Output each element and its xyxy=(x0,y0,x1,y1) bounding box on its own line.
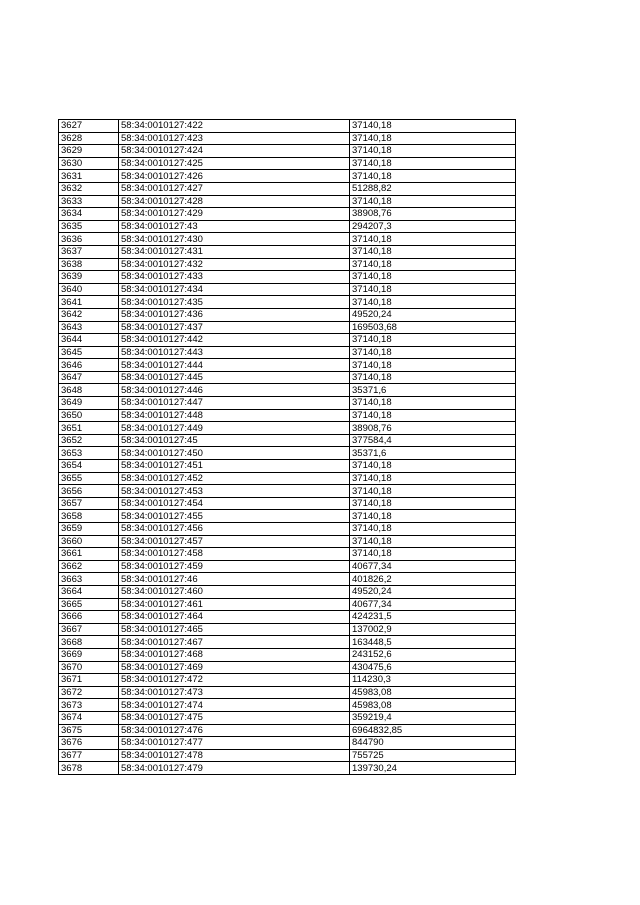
table-row xyxy=(59,434,516,447)
row-number-cell: 3668 xyxy=(59,636,119,649)
row-number-cell: 3671 xyxy=(59,674,119,687)
table-row xyxy=(59,648,516,661)
table-row xyxy=(59,560,516,573)
cadastral-number-cell: 58:34:0010127:452 xyxy=(119,472,350,485)
value-cell: 45983,08 xyxy=(350,699,516,712)
table-body xyxy=(59,120,516,775)
cadastral-number-cell: 58:34:0010127:451 xyxy=(119,460,350,473)
value-cell: 45983,08 xyxy=(350,686,516,699)
cadastral-number-cell: 58:34:0010127:468 xyxy=(119,648,350,661)
table-row xyxy=(59,409,516,422)
table-row xyxy=(59,548,516,561)
cadastral-number-cell: 58:34:0010127:477 xyxy=(119,737,350,750)
row-number-cell: 3644 xyxy=(59,334,119,347)
row-number-cell: 3663 xyxy=(59,573,119,586)
row-number-cell: 3653 xyxy=(59,447,119,460)
value-cell: 49520,24 xyxy=(350,308,516,321)
table-row xyxy=(59,245,516,258)
row-number-cell: 3631 xyxy=(59,170,119,183)
table-row xyxy=(59,611,516,624)
cadastral-number-cell: 58:34:0010127:434 xyxy=(119,283,350,296)
table-row xyxy=(59,359,516,372)
cadastral-number-cell: 58:34:0010127:478 xyxy=(119,749,350,762)
cadastral-value-table xyxy=(58,119,516,775)
row-number-cell: 3645 xyxy=(59,346,119,359)
value-cell: 37140,18 xyxy=(350,283,516,296)
cadastral-number-cell: 58:34:0010127:460 xyxy=(119,585,350,598)
cadastral-number-cell: 58:34:0010127:445 xyxy=(119,371,350,384)
table-row xyxy=(59,334,516,347)
table-row xyxy=(59,145,516,158)
value-cell: 37140,18 xyxy=(350,170,516,183)
table-row xyxy=(59,749,516,762)
value-cell: 37140,18 xyxy=(350,485,516,498)
value-cell: 755725 xyxy=(350,749,516,762)
table-row xyxy=(59,523,516,536)
cadastral-number-cell: 58:34:0010127:449 xyxy=(119,422,350,435)
table-row xyxy=(59,724,516,737)
value-cell: 37140,18 xyxy=(350,195,516,208)
cadastral-number-cell: 58:34:0010127:447 xyxy=(119,397,350,410)
cadastral-number-cell: 58:34:0010127:454 xyxy=(119,497,350,510)
row-number-cell: 3673 xyxy=(59,699,119,712)
row-number-cell: 3656 xyxy=(59,485,119,498)
value-cell: 49520,24 xyxy=(350,585,516,598)
row-number-cell: 3627 xyxy=(59,120,119,133)
table-row xyxy=(59,711,516,724)
cadastral-number-cell: 58:34:0010127:472 xyxy=(119,674,350,687)
table-row xyxy=(59,308,516,321)
table-row xyxy=(59,296,516,309)
table-row xyxy=(59,573,516,586)
row-number-cell: 3652 xyxy=(59,434,119,447)
value-cell: 377584,4 xyxy=(350,434,516,447)
table-row xyxy=(59,497,516,510)
table-row xyxy=(59,485,516,498)
row-number-cell: 3661 xyxy=(59,548,119,561)
value-cell: 6964832,85 xyxy=(350,724,516,737)
cadastral-number-cell: 58:34:0010127:45 xyxy=(119,434,350,447)
row-number-cell: 3651 xyxy=(59,422,119,435)
row-number-cell: 3655 xyxy=(59,472,119,485)
cadastral-number-cell: 58:34:0010127:429 xyxy=(119,208,350,221)
value-cell: 37140,18 xyxy=(350,523,516,536)
table-row xyxy=(59,371,516,384)
table-row xyxy=(59,132,516,145)
value-cell: 359219,4 xyxy=(350,711,516,724)
row-number-cell: 3642 xyxy=(59,308,119,321)
value-cell: 37140,18 xyxy=(350,548,516,561)
table-row xyxy=(59,686,516,699)
row-number-cell: 3629 xyxy=(59,145,119,158)
value-cell: 37140,18 xyxy=(350,510,516,523)
cadastral-number-cell: 58:34:0010127:455 xyxy=(119,510,350,523)
table-row xyxy=(59,460,516,473)
cadastral-number-cell: 58:34:0010127:458 xyxy=(119,548,350,561)
cadastral-number-cell: 58:34:0010127:43 xyxy=(119,220,350,233)
cadastral-number-cell: 58:34:0010127:450 xyxy=(119,447,350,460)
cadastral-number-cell: 58:34:0010127:464 xyxy=(119,611,350,624)
table-row xyxy=(59,346,516,359)
value-cell: 35371,6 xyxy=(350,447,516,460)
row-number-cell: 3667 xyxy=(59,623,119,636)
table-row xyxy=(59,636,516,649)
row-number-cell: 3639 xyxy=(59,271,119,284)
cadastral-number-cell: 58:34:0010127:424 xyxy=(119,145,350,158)
value-cell: 37140,18 xyxy=(350,460,516,473)
cadastral-number-cell: 58:34:0010127:457 xyxy=(119,535,350,548)
row-number-cell: 3635 xyxy=(59,220,119,233)
value-cell: 37140,18 xyxy=(350,245,516,258)
row-number-cell: 3670 xyxy=(59,661,119,674)
row-number-cell: 3676 xyxy=(59,737,119,750)
row-number-cell: 3632 xyxy=(59,182,119,195)
row-number-cell: 3666 xyxy=(59,611,119,624)
cadastral-number-cell: 58:34:0010127:433 xyxy=(119,271,350,284)
row-number-cell: 3647 xyxy=(59,371,119,384)
value-cell: 844790 xyxy=(350,737,516,750)
value-cell: 163448,5 xyxy=(350,636,516,649)
value-cell: 38908,76 xyxy=(350,422,516,435)
cadastral-number-cell: 58:34:0010127:436 xyxy=(119,308,350,321)
table-row xyxy=(59,283,516,296)
value-cell: 37140,18 xyxy=(350,132,516,145)
table-row xyxy=(59,233,516,246)
value-cell: 37140,18 xyxy=(350,233,516,246)
value-cell: 37140,18 xyxy=(350,334,516,347)
value-cell: 430475,6 xyxy=(350,661,516,674)
row-number-cell: 3633 xyxy=(59,195,119,208)
value-cell: 139730,24 xyxy=(350,762,516,775)
row-number-cell: 3677 xyxy=(59,749,119,762)
value-cell: 37140,18 xyxy=(350,296,516,309)
row-number-cell: 3672 xyxy=(59,686,119,699)
value-cell: 37140,18 xyxy=(350,258,516,271)
value-cell: 37140,18 xyxy=(350,497,516,510)
row-number-cell: 3674 xyxy=(59,711,119,724)
row-number-cell: 3650 xyxy=(59,409,119,422)
cadastral-number-cell: 58:34:0010127:467 xyxy=(119,636,350,649)
value-cell: 137002,9 xyxy=(350,623,516,636)
row-number-cell: 3636 xyxy=(59,233,119,246)
cadastral-number-cell: 58:34:0010127:456 xyxy=(119,523,350,536)
value-cell: 40677,34 xyxy=(350,560,516,573)
row-number-cell: 3678 xyxy=(59,762,119,775)
cadastral-number-cell: 58:34:0010127:475 xyxy=(119,711,350,724)
table-row xyxy=(59,170,516,183)
row-number-cell: 3643 xyxy=(59,321,119,334)
cadastral-number-cell: 58:34:0010127:448 xyxy=(119,409,350,422)
cadastral-number-cell: 58:34:0010127:459 xyxy=(119,560,350,573)
table-row xyxy=(59,195,516,208)
row-number-cell: 3658 xyxy=(59,510,119,523)
table-row xyxy=(59,472,516,485)
value-cell: 37140,18 xyxy=(350,271,516,284)
row-number-cell: 3654 xyxy=(59,460,119,473)
row-number-cell: 3662 xyxy=(59,560,119,573)
table-row xyxy=(59,699,516,712)
table-row xyxy=(59,271,516,284)
table-row xyxy=(59,321,516,334)
table-row xyxy=(59,510,516,523)
row-number-cell: 3640 xyxy=(59,283,119,296)
cadastral-number-cell: 58:34:0010127:444 xyxy=(119,359,350,372)
value-cell: 37140,18 xyxy=(350,145,516,158)
table-row xyxy=(59,157,516,170)
row-number-cell: 3659 xyxy=(59,523,119,536)
table-row xyxy=(59,208,516,221)
row-number-cell: 3665 xyxy=(59,598,119,611)
cadastral-number-cell: 58:34:0010127:432 xyxy=(119,258,350,271)
cadastral-number-cell: 58:34:0010127:437 xyxy=(119,321,350,334)
value-cell: 38908,76 xyxy=(350,208,516,221)
table-row xyxy=(59,598,516,611)
table-row xyxy=(59,182,516,195)
row-number-cell: 3630 xyxy=(59,157,119,170)
row-number-cell: 3637 xyxy=(59,245,119,258)
cadastral-number-cell: 58:34:0010127:431 xyxy=(119,245,350,258)
row-number-cell: 3638 xyxy=(59,258,119,271)
cadastral-number-cell: 58:34:0010127:469 xyxy=(119,661,350,674)
row-number-cell: 3648 xyxy=(59,384,119,397)
value-cell: 424231,5 xyxy=(350,611,516,624)
value-cell: 169503,68 xyxy=(350,321,516,334)
value-cell: 37140,18 xyxy=(350,346,516,359)
cadastral-number-cell: 58:34:0010127:427 xyxy=(119,182,350,195)
cadastral-number-cell: 58:34:0010127:423 xyxy=(119,132,350,145)
table-row xyxy=(59,422,516,435)
row-number-cell: 3634 xyxy=(59,208,119,221)
table-row xyxy=(59,220,516,233)
table-row xyxy=(59,737,516,750)
value-cell: 401826,2 xyxy=(350,573,516,586)
row-number-cell: 3641 xyxy=(59,296,119,309)
value-cell: 294207,3 xyxy=(350,220,516,233)
table-row xyxy=(59,535,516,548)
value-cell: 37140,18 xyxy=(350,535,516,548)
cadastral-number-cell: 58:34:0010127:461 xyxy=(119,598,350,611)
value-cell: 37140,18 xyxy=(350,472,516,485)
row-number-cell: 3660 xyxy=(59,535,119,548)
cadastral-number-cell: 58:34:0010127:442 xyxy=(119,334,350,347)
row-number-cell: 3628 xyxy=(59,132,119,145)
table-row xyxy=(59,447,516,460)
table-row xyxy=(59,258,516,271)
value-cell: 37140,18 xyxy=(350,409,516,422)
value-cell: 37140,18 xyxy=(350,397,516,410)
value-cell: 37140,18 xyxy=(350,359,516,372)
cadastral-number-cell: 58:34:0010127:453 xyxy=(119,485,350,498)
value-cell: 37140,18 xyxy=(350,120,516,133)
row-number-cell: 3675 xyxy=(59,724,119,737)
cadastral-number-cell: 58:34:0010127:474 xyxy=(119,699,350,712)
table-row xyxy=(59,585,516,598)
cadastral-number-cell: 58:34:0010127:46 xyxy=(119,573,350,586)
row-number-cell: 3657 xyxy=(59,497,119,510)
cadastral-number-cell: 58:34:0010127:476 xyxy=(119,724,350,737)
value-cell: 114230,3 xyxy=(350,674,516,687)
cadastral-number-cell: 58:34:0010127:473 xyxy=(119,686,350,699)
table-row xyxy=(59,674,516,687)
row-number-cell: 3669 xyxy=(59,648,119,661)
cadastral-number-cell: 58:34:0010127:426 xyxy=(119,170,350,183)
table-row xyxy=(59,762,516,775)
value-cell: 51288,82 xyxy=(350,182,516,195)
value-cell: 40677,34 xyxy=(350,598,516,611)
value-cell: 37140,18 xyxy=(350,157,516,170)
row-number-cell: 3646 xyxy=(59,359,119,372)
value-cell: 37140,18 xyxy=(350,371,516,384)
table-row xyxy=(59,120,516,133)
cadastral-number-cell: 58:34:0010127:479 xyxy=(119,762,350,775)
cadastral-number-cell: 58:34:0010127:425 xyxy=(119,157,350,170)
cadastral-number-cell: 58:34:0010127:446 xyxy=(119,384,350,397)
row-number-cell: 3664 xyxy=(59,585,119,598)
cadastral-number-cell: 58:34:0010127:422 xyxy=(119,120,350,133)
cadastral-number-cell: 58:34:0010127:465 xyxy=(119,623,350,636)
cadastral-number-cell: 58:34:0010127:435 xyxy=(119,296,350,309)
table-row xyxy=(59,384,516,397)
value-cell: 35371,6 xyxy=(350,384,516,397)
table-row xyxy=(59,661,516,674)
table-row xyxy=(59,623,516,636)
cadastral-number-cell: 58:34:0010127:430 xyxy=(119,233,350,246)
value-cell: 243152,6 xyxy=(350,648,516,661)
cadastral-number-cell: 58:34:0010127:428 xyxy=(119,195,350,208)
row-number-cell: 3649 xyxy=(59,397,119,410)
table-row xyxy=(59,397,516,410)
cadastral-number-cell: 58:34:0010127:443 xyxy=(119,346,350,359)
